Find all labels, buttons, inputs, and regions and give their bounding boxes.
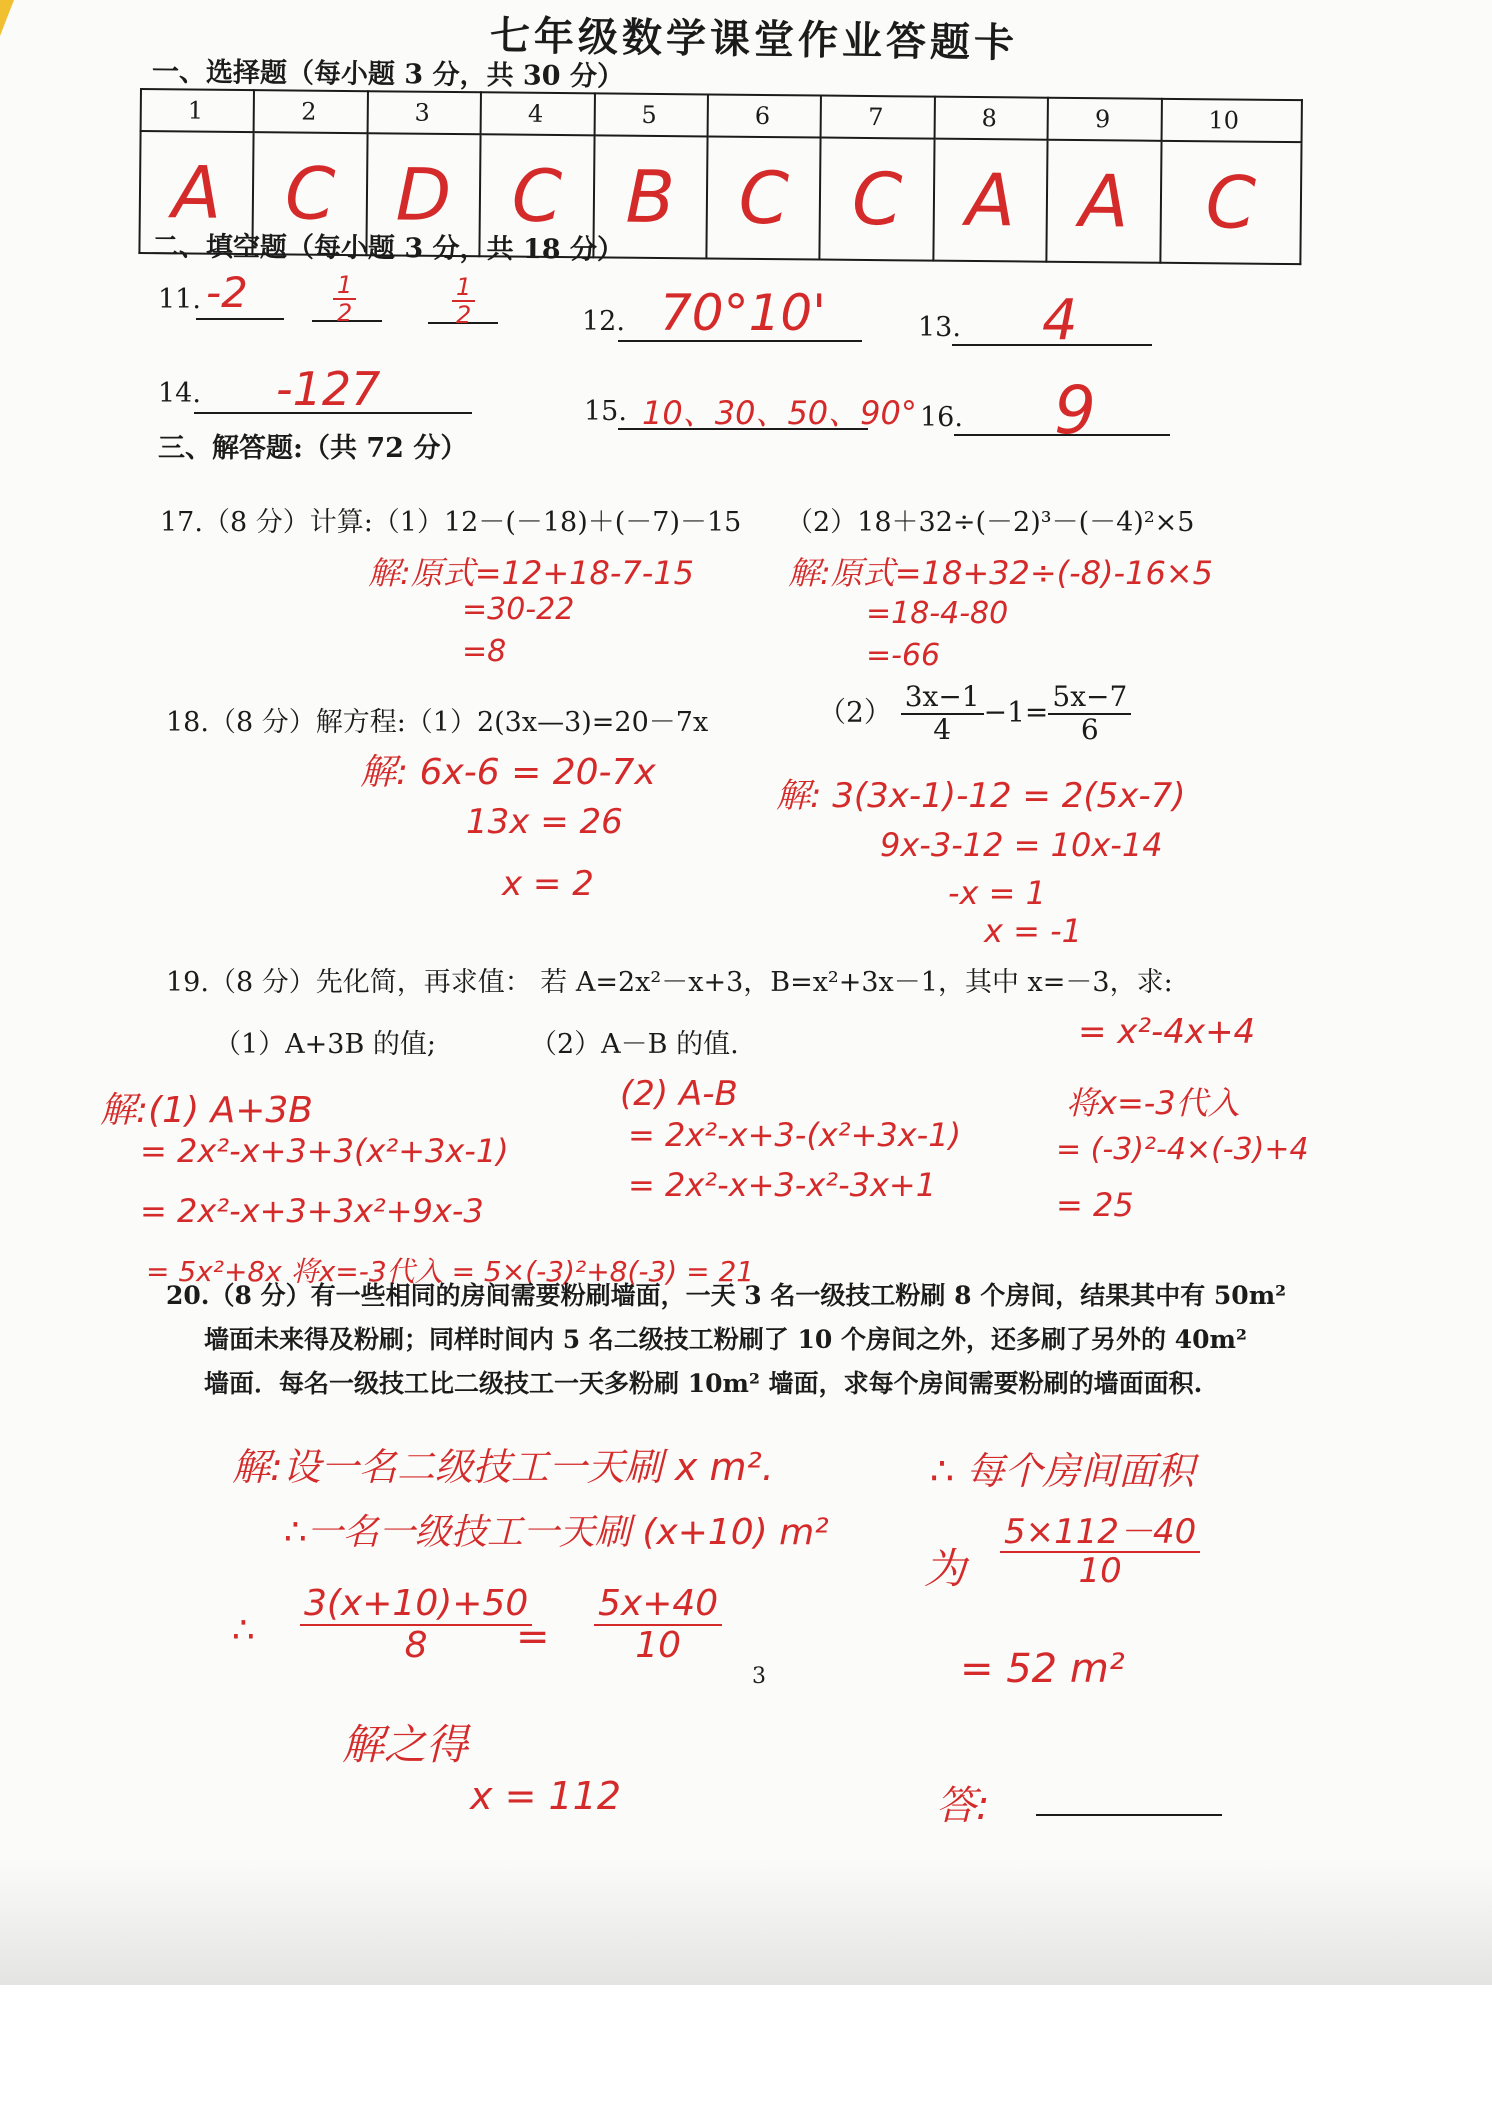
q20-equation-right bbox=[594, 1584, 722, 1665]
q18-right-num: 5x−7 bbox=[1048, 682, 1131, 715]
choice-answer: A bbox=[1047, 140, 1162, 263]
q20-eq-left-den: 8 bbox=[404, 1624, 428, 1666]
choice-number: 10 bbox=[1161, 99, 1302, 142]
q20-right-line-2: 为 bbox=[924, 1544, 967, 1593]
q20-therefore: ∴ bbox=[232, 1610, 255, 1651]
choice-answer: C bbox=[480, 134, 595, 257]
q19-work-2-line-1: (2) A-B bbox=[620, 1074, 738, 1114]
q18-work-2-line-4: x = -1 bbox=[984, 912, 1082, 950]
q17-prompt: 17.（8 分）计算:（1）12－(－18)＋(－7)－15 bbox=[160, 507, 742, 538]
q11-answer-1: -2 bbox=[206, 268, 248, 317]
q18-middle: −1= bbox=[983, 695, 1049, 729]
q20-right-line-1: ∴ 每个房间面积 bbox=[930, 1449, 1195, 1493]
choice-answer: A bbox=[139, 131, 254, 254]
q18-work-1-line-1: 解: 6x-6 = 20-7x bbox=[360, 752, 656, 793]
q20-answer-line bbox=[1036, 1814, 1222, 1816]
q17-work-2-line-2: =18-4-80 bbox=[866, 596, 1009, 631]
choice-answer: C bbox=[706, 136, 821, 259]
q20-work-line-1: 解:设一名二级技工一天刷 x m². bbox=[232, 1445, 774, 1489]
q11-blank-1 bbox=[196, 318, 284, 320]
choice-answer: C bbox=[820, 138, 935, 261]
q12-answer: 70°10' bbox=[660, 284, 826, 342]
q20-solve-result: x = 112 bbox=[470, 1774, 622, 1818]
q17-work-1-line-1: 解:原式=12+18-7-15 bbox=[368, 554, 695, 592]
q17-work-1-line-2: =30-22 bbox=[462, 592, 575, 627]
q14-label: 14. bbox=[158, 378, 201, 409]
q18-left-den: 4 bbox=[933, 712, 952, 746]
choice-number: 9 bbox=[1048, 98, 1162, 141]
q20-prompt-line-3: 墙面．每名一级技工比二级技工一天多粉刷 10m² 墙面，求每个房间需要粉刷的墙面面积. bbox=[204, 1369, 1203, 1398]
q11-answer-2 bbox=[333, 272, 356, 327]
q20-right-frac-num: 5×112－40 bbox=[1000, 1514, 1200, 1553]
choice-number: 5 bbox=[594, 93, 708, 136]
q20-answer-label: 答: bbox=[936, 1783, 990, 1829]
choice-answer: C bbox=[253, 132, 368, 255]
q20-equation-sign: = bbox=[516, 1614, 550, 1660]
q16-answer: 9 bbox=[1054, 372, 1096, 449]
q16-label: 16. bbox=[920, 402, 963, 433]
q12-label: 12. bbox=[582, 306, 625, 337]
q19-work-3-line-2: 将x=-3代入 bbox=[1066, 1084, 1240, 1122]
page-margin-bottom bbox=[0, 1985, 1492, 2112]
q13-label: 13. bbox=[918, 312, 961, 343]
paper-corner-decoration bbox=[0, 0, 14, 36]
q15-label: 15. bbox=[584, 396, 627, 427]
q11-answer-3 bbox=[452, 274, 475, 329]
choice-answer: D bbox=[366, 133, 481, 256]
q19-part-1: （1）A+3B 的值; bbox=[214, 1029, 436, 1060]
q19-work-3-line-4: = 25 bbox=[1056, 1186, 1134, 1224]
q20-work-line-2: ∴一名一级技工一天刷 (x+10) m² bbox=[284, 1512, 829, 1553]
q17-work-1-line-3: =8 bbox=[462, 634, 507, 669]
scan-shadow bbox=[0, 1860, 1492, 1985]
choice-number: 4 bbox=[481, 92, 595, 135]
q19-work-2-line-2: = 2x²-x+3-(x²+3x-1) bbox=[628, 1116, 962, 1154]
q18-work-2-line-3: -x = 1 bbox=[948, 874, 1046, 912]
q18-work-1-line-3: x = 2 bbox=[502, 864, 594, 904]
choice-number: 3 bbox=[367, 91, 481, 134]
q18-prompt: 18.（8 分）解方程:（1）2(3x—3)=20－7x bbox=[166, 707, 709, 738]
q19-work-1-line-2: = 2x²-x+3+3(x²+3x-1) bbox=[140, 1132, 509, 1170]
q11-answer-2-den: 2 bbox=[337, 299, 353, 328]
q19-work-3-line-3: = (-3)²-4×(-3)+4 bbox=[1056, 1132, 1309, 1167]
q11-answer-3-num: 1 bbox=[452, 274, 475, 302]
q20-prompt-line-2: 墙面未来得及粉刷；同样时间内 5 名二级技工粉刷了 10 个房间之外，还多刷了另外的 40m² bbox=[204, 1325, 1247, 1354]
choice-number: 7 bbox=[821, 96, 935, 139]
q18-prompt-2 bbox=[818, 682, 1131, 746]
choice-answer: B bbox=[593, 135, 708, 258]
q20-equation-left bbox=[300, 1584, 532, 1665]
q19-work-1-line-4: = 5x²+8x 将x=-3代入 = 5×(-3)²+8(-3) = 21 bbox=[146, 1255, 755, 1288]
q17-prompt-2: （2）18＋32÷(－2)³－(－4)²×5 bbox=[786, 507, 1195, 538]
q11-answer-3-den: 2 bbox=[456, 301, 472, 330]
q19-prompt: 19.（8 分）先化简，再求值： 若 A=2x²－x+3，B=x²+3x－1，其中 x=－3，求: bbox=[166, 967, 1173, 998]
choice-answer: C bbox=[1160, 141, 1302, 264]
q20-right-fraction bbox=[1000, 1514, 1200, 1591]
q19-work-1-line-3: = 2x²-x+3+3x²+9x-3 bbox=[140, 1192, 484, 1230]
q20-eq-right-den: 10 bbox=[635, 1624, 681, 1666]
page-mark: 3 bbox=[752, 1664, 766, 1689]
q19-work-1-line-1: 解:(1) A+3B bbox=[100, 1090, 313, 1131]
q18-work-2-line-2: 9x-3-12 = 10x-14 bbox=[880, 826, 1163, 864]
choice-number: 1 bbox=[141, 89, 255, 132]
q20-eq-left-num: 3(x+10)+50 bbox=[300, 1584, 532, 1626]
section1-heading: 一、选择题（每小题 3 分，共 30 分） bbox=[151, 56, 625, 93]
q19-work-3-line-1: = x²-4x+4 bbox=[1078, 1012, 1256, 1052]
q20-eq-right-num: 5x+40 bbox=[594, 1584, 722, 1626]
q15-answer: 10、30、50、90° bbox=[642, 394, 917, 432]
page-title: 七年级数学课堂作业答题卡 bbox=[489, 12, 1019, 67]
q11-label: 11. bbox=[158, 284, 201, 315]
q20-right-result: = 52 m² bbox=[960, 1646, 1125, 1692]
q20-solve-label: 解之得 bbox=[342, 1720, 469, 1769]
choice-number: 2 bbox=[254, 90, 368, 133]
q11-answer-2-num: 1 bbox=[333, 272, 356, 300]
choice-number: 6 bbox=[708, 94, 822, 137]
q20-prompt-line-1: 20.（8 分）有一些相同的房间需要粉刷墙面，一天 3 名一级技工粉刷 8 个房间，结果其中有 50m² bbox=[166, 1281, 1287, 1310]
q17-work-2-line-3: =-66 bbox=[866, 638, 941, 673]
section2-heading: 二、填空题（每小题 3 分，共 18 分） bbox=[151, 231, 625, 266]
q13-answer: 4 bbox=[1042, 288, 1078, 353]
q14-answer: -127 bbox=[276, 362, 381, 416]
section3-heading: 三、解答题:（共 72 分） bbox=[158, 433, 468, 464]
q18-work-1-line-2: 13x = 26 bbox=[466, 802, 623, 842]
choice-number: 8 bbox=[934, 97, 1048, 140]
q19-work-2-line-3: = 2x²-x+3-x²-3x+1 bbox=[628, 1166, 937, 1204]
q17-work-2-line-1: 解:原式=18+32÷(-8)-16×5 bbox=[788, 554, 1213, 592]
q18-right-den: 6 bbox=[1080, 712, 1099, 746]
q18-work-2-line-1: 解: 3(3x-1)-12 = 2(5x-7) bbox=[776, 776, 1186, 816]
choice-answer: A bbox=[933, 139, 1048, 262]
q18-part2-label: （2） bbox=[818, 695, 892, 729]
q19-part-2: （2）A－B 的值. bbox=[530, 1029, 739, 1060]
q20-right-frac-den: 10 bbox=[1078, 1551, 1122, 1592]
q18-left-num: 3x−1 bbox=[901, 682, 984, 715]
